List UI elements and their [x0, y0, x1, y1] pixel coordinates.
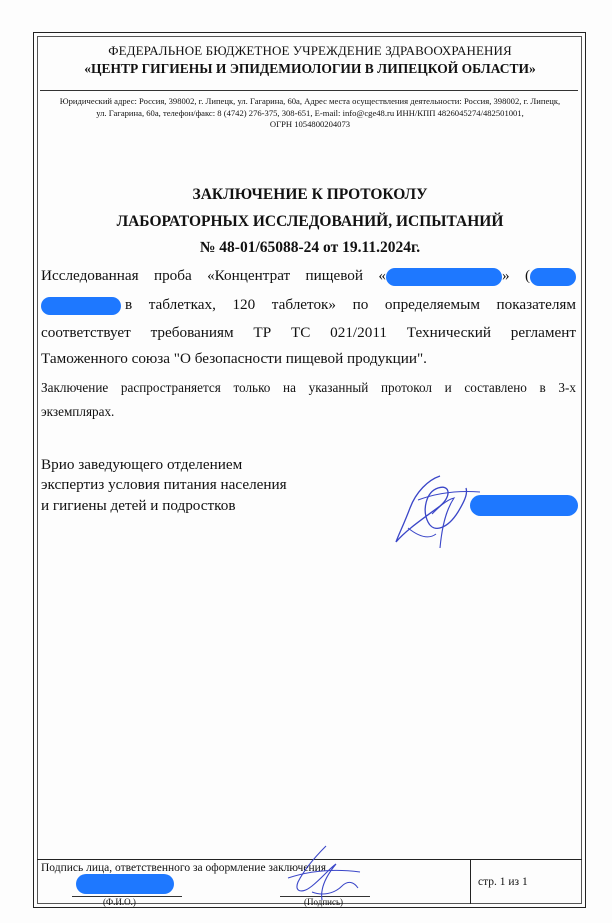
header-divider [40, 90, 578, 91]
page-number: стр. 1 из 1 [478, 876, 528, 888]
org-name-line1: ФЕДЕРАЛЬНОЕ БЮДЖЕТНОЕ УЧРЕЖДЕНИЕ ЗДРАВООХРАНЕНИЯ [108, 43, 512, 58]
org-name-line2: «ЦЕНТР ГИГИЕНЫ И ЭПИДЕМИОЛОГИИ В ЛИПЕЦКОЙ ОБЛАСТИ» [84, 61, 536, 76]
fio-caption: (Ф.И.О.) [103, 897, 136, 907]
redacted-manufacturer-cont [41, 297, 121, 315]
conclusion-text: » ( [501, 267, 530, 284]
document-title-line1: ЗАКЛЮЧЕНИЕ К ПРОТОКОЛУ [192, 186, 428, 203]
org-address [40, 96, 580, 131]
redacted-signatory-name [470, 495, 578, 516]
conclusion-text: Исследованная проба «Концентрат пищевой « [41, 267, 386, 284]
redacted-product-name [386, 268, 502, 286]
signature-caption: (Подпись) [304, 897, 344, 907]
redacted-responsible-name [76, 874, 174, 894]
conclusion-line3: соответствует требованиям ТР ТС 021/2011 Технический регламент [41, 324, 576, 341]
footer-vertical-divider [470, 859, 471, 904]
address-line: ул. Гагарина, 60а, телефон/факс: 8 (4742) 276-375, 308-651, E-mail: info@cge48.ru ИНН/КПП 4826045274/482501001, [96, 107, 524, 118]
address-line: Юридический адрес: Россия, 398002, г. Липецк, ул. Гагарина, 60а, Адрес места осуществления деятельности: Россия, 398002, г. Липецк, [59, 96, 561, 106]
document-title-line2: ЛАБОРАТОРНЫХ ИССЛЕДОВАНИЙ, ИСПЫТАНИЙ [116, 213, 504, 230]
conclusion-line4: Таможенного союза "О безопасности пищевой продукции". [41, 350, 427, 367]
protocol-number: № 48-01/65088-24 от 19.11.2024г. [199, 239, 421, 256]
conclusion-text: в таблетках, 120 таблеток» по определяемым показателям [125, 296, 576, 313]
footer-signature [282, 842, 372, 908]
conclusion-line2 [41, 296, 576, 315]
validity-note-line1: Заключение распространяется только на указанный протокол и составлено в 3-х [41, 380, 576, 395]
signatory-position-line3: и гигиены детей и подростков [41, 497, 236, 514]
redacted-manufacturer [530, 268, 576, 286]
validity-note-line2: экземплярах. [41, 404, 115, 419]
signatory-position-line1: Врио заведующего отделением [41, 456, 243, 473]
responsible-signature-label: Подпись лица, ответственного за оформление заключения [41, 862, 327, 874]
address-line: ОГРН 1054800204073 [269, 119, 351, 129]
conclusion-line1 [41, 267, 576, 286]
signatory-position-line2: экспертиз условия питания населения [41, 476, 287, 493]
